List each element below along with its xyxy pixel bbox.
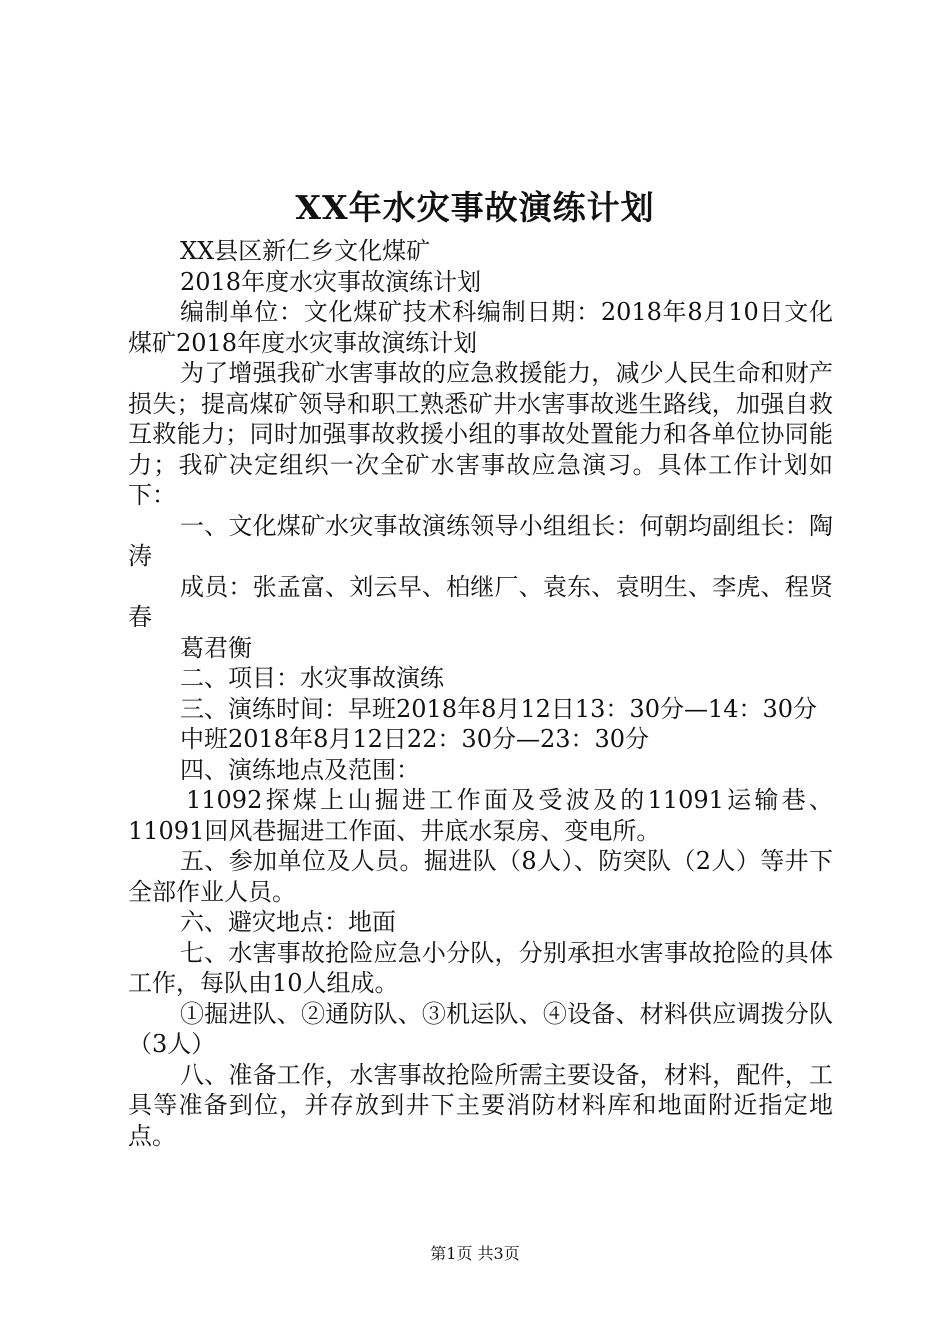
paragraph-preparation: 八、准备工作，水害事故抢险所需主要设备，材料，配件，工具等准备到位，并存放到井下主要消防材料库和地面附近指定地点。	[128, 1060, 833, 1150]
paragraph-member-extra: 葛君衡	[180, 633, 252, 662]
paragraph-project: 二、项目：水灾事故演练	[180, 664, 444, 692]
document-title: XX年水灾事故演练计划	[295, 188, 655, 227]
paragraph-purpose: 为了增强我矿水害事故的应急救援能力，减少人民生命和财产损失；提高煤矿领导和职工熟悉矿井水害事故逃生路线，加强自救互救能力；同时加强事故救援小组的事故处置能力和各单位协同能力；我矿决定组织一次全矿水害事故应急演习。具体工作计划如下：	[128, 359, 833, 509]
page-number-footer: 第1页 共3页	[430, 1244, 520, 1263]
paragraph-location-heading: 四、演练地点及范围：	[180, 755, 420, 784]
paragraph-location-detail: 11092探煤上山掘进工作面及受波及的11091运输巷、11091回风巷掘进工作面、井底水泵房、变电所。	[128, 786, 833, 845]
paragraph-compiler: 编制单位：文化煤矿技术科编制日期：2018年8月10日文化煤矿2018年度水灾事故演练计划	[128, 298, 833, 357]
document-body	[128, 236, 833, 1151]
paragraph-plan-name: 2018年度水灾事故演练计划	[180, 267, 482, 296]
paragraph-members: 成员：张孟富、刘云早、柏继厂、袁东、袁明生、李虎、程贤春	[128, 572, 833, 631]
paragraph-time-morning: 三、演练时间：早班2018年8月12日13：30分—14：30分	[180, 694, 818, 723]
paragraph-mine-name: XX县区新仁乡文化煤矿	[180, 237, 431, 265]
paragraph-participants: 五、参加单位及人员。掘进队（8人）、防突队（2人）等井下全部作业人员。	[128, 847, 833, 906]
paragraph-refuge: 六、避灾地点：地面	[180, 908, 396, 936]
paragraph-leadership: 一、文化煤矿水灾事故演练领导小组组长：何朝均副组长：陶涛	[128, 511, 833, 570]
paragraph-teams: 七、水害事故抢险应急小分队，分别承担水害事故抢险的具体工作，每队由10人组成。	[128, 938, 833, 997]
paragraph-team-list: ①掘进队、②通防队、③机运队、④设备、材料供应调拨分队（3人）	[128, 999, 833, 1058]
paragraph-time-middle: 中班2018年8月12日22：30分—23：30分	[180, 725, 650, 753]
